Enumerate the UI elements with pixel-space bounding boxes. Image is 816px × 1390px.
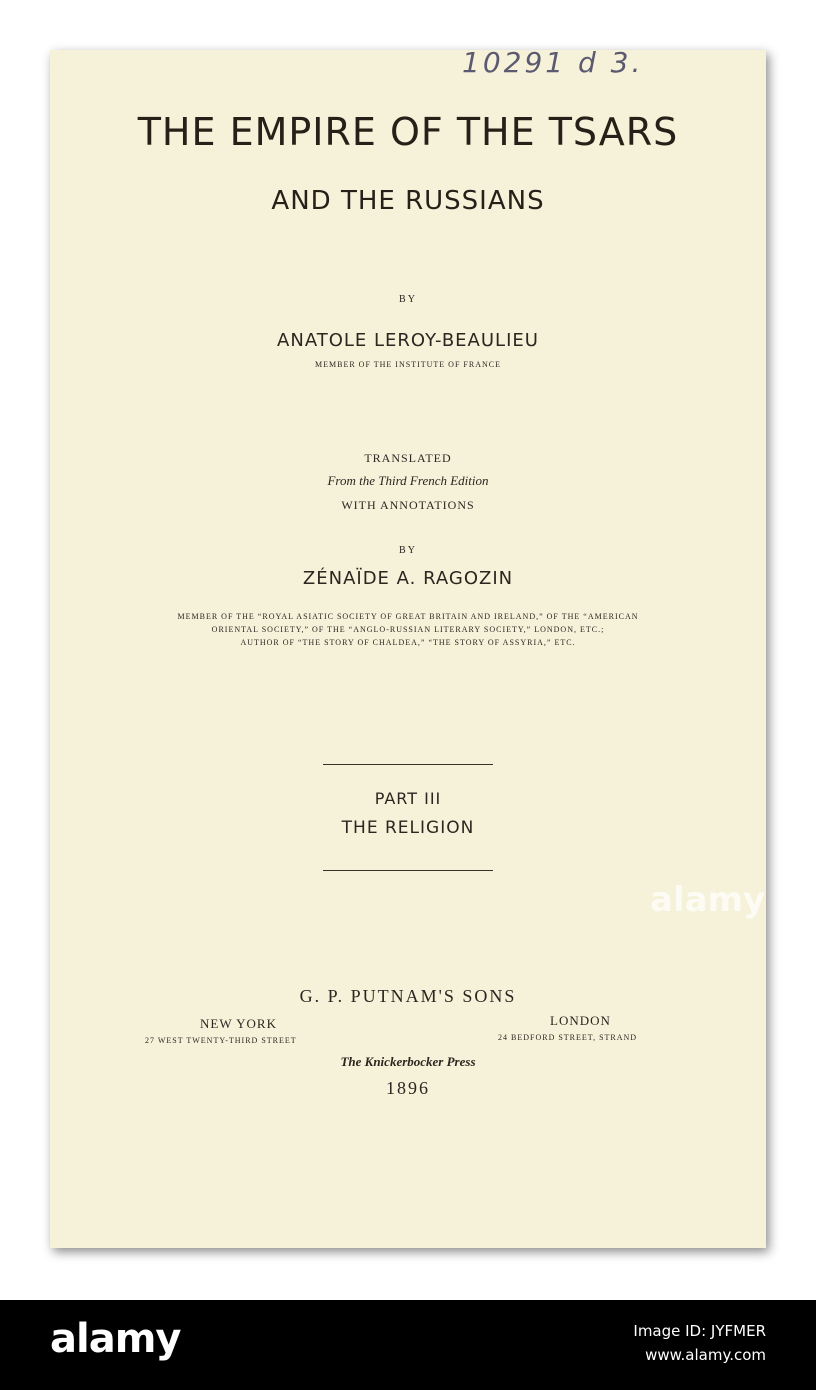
part-title: THE RELIGION — [341, 818, 475, 838]
translator-credentials-line1: MEMBER OF THE “ROYAL ASIATIC SOCIETY OF GREAT BRITAIN AND IRELAND,” OF THE “AMERICAN — [177, 612, 639, 621]
address-new-york: 27 WEST TWENTY-THIRD STREET — [145, 1036, 297, 1045]
translated-label: TRANSLATED — [364, 451, 452, 465]
publication-year: 1896 — [386, 1078, 430, 1098]
author-name: ANATOLE LEROY-BEAULIEU — [277, 330, 539, 351]
city-new-york: NEW YORK — [200, 1016, 277, 1031]
alamy-logo: alamy — [50, 1316, 181, 1362]
divider-top — [323, 764, 493, 765]
city-london: LONDON — [550, 1013, 611, 1028]
translator-credentials-line3: AUTHOR OF “THE STORY OF CHALDEA,” “THE STORY OF ASSYRIA,” ETC. — [240, 638, 576, 647]
by-label: BY — [399, 294, 417, 305]
part-number: PART III — [374, 789, 442, 808]
publisher-name: G. P. PUTNAM'S SONS — [299, 986, 517, 1006]
translator-credentials-line2: ORIENTAL SOCIETY,” OF THE “ANGLO-RUSSIAN LITERARY SOCIETY,” LONDON, ETC.; — [211, 625, 605, 634]
watermark: alamy — [650, 880, 766, 920]
site-url: www.alamy.com — [645, 1346, 766, 1364]
divider-bottom — [323, 870, 493, 871]
edition-line: From the Third French Edition — [327, 473, 489, 488]
annotations-line: WITH ANNOTATIONS — [341, 498, 475, 512]
handwritten-shelfmark: 10291 d 3. — [462, 46, 644, 79]
book-title-line1: THE EMPIRE OF THE TSARS — [137, 110, 679, 154]
press-name: The Knickerbocker Press — [340, 1054, 476, 1069]
address-london: 24 BEDFORD STREET, STRAND — [498, 1033, 638, 1042]
author-affiliation: MEMBER OF THE INSTITUTE OF FRANCE — [315, 360, 501, 369]
translator-by-label: BY — [399, 545, 417, 556]
image-id: Image ID: JYFMER — [633, 1322, 766, 1340]
book-title-line2: AND THE RUSSIANS — [271, 186, 545, 216]
translator-name: ZÉNAÏDE A. RAGOZIN — [302, 568, 514, 589]
